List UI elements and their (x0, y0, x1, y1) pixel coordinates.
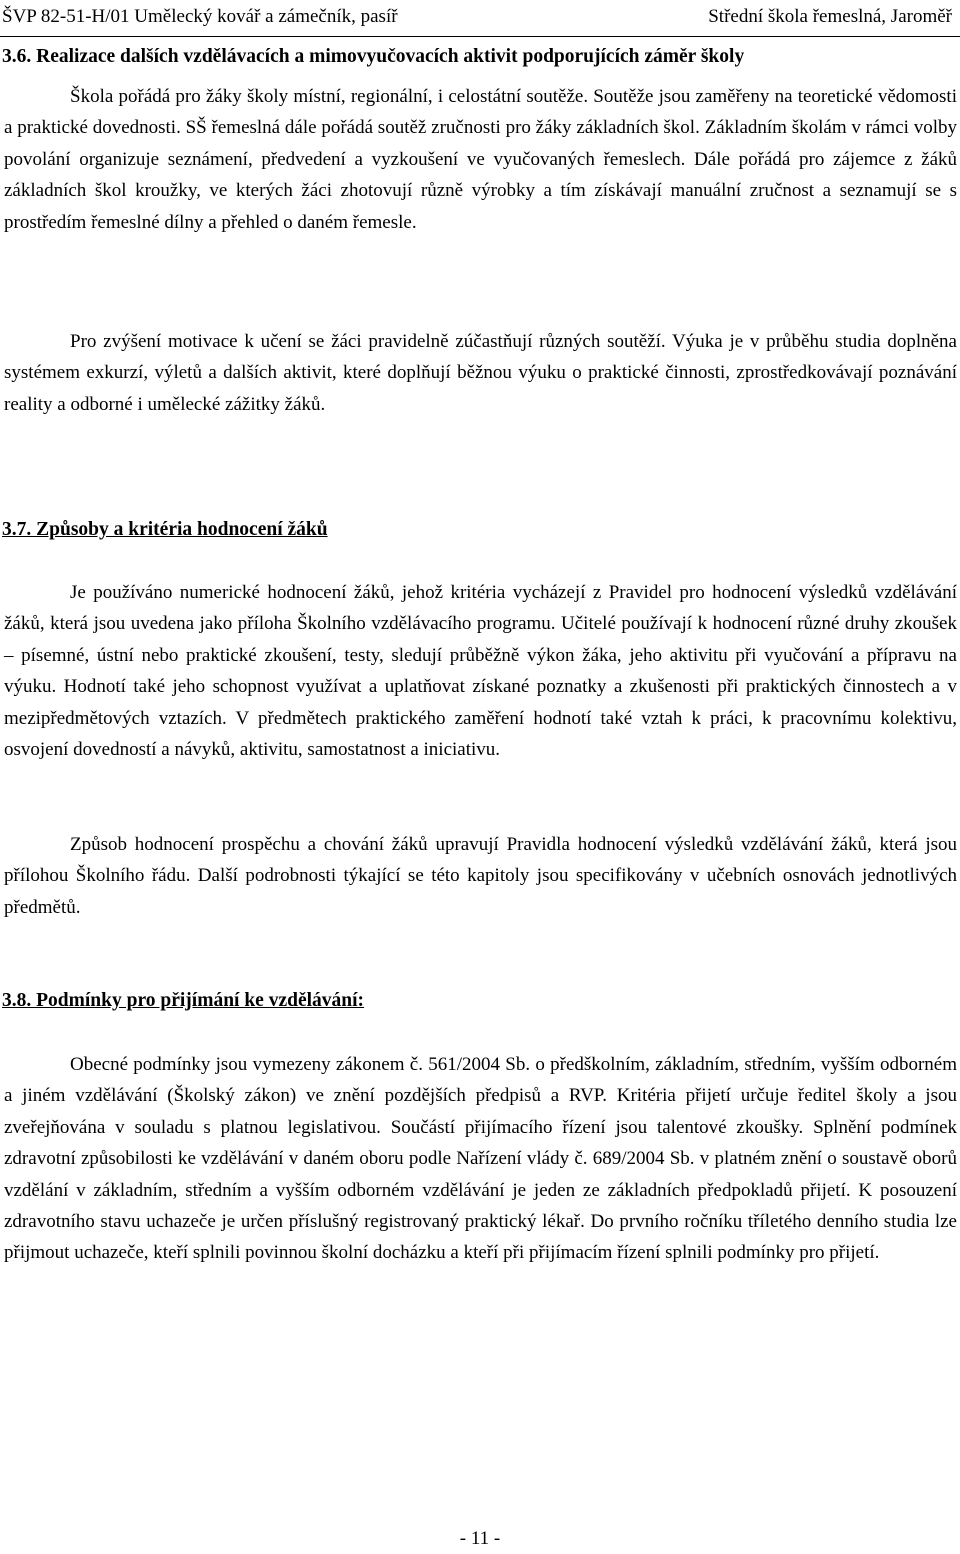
heading-3-6: 3.6. Realizace dalších vzdělávacích a mimovyučovacích aktivit podporujících záměr školy (2, 46, 745, 67)
header-program-title: ŠVP 82-51-H/01 Umělecký kovář a zámečník, pasíř (2, 6, 398, 27)
paragraph-3-6-2: Pro zvýšení motivace k učení se žáci pravidelně zúčastňují různých soutěží. Výuka je v průběhu studia doplněna systémem exkurzí, výletů a dalších aktivit, které doplňují běžnou výuku o praktické činnosti, zprostředkovávají poznávání reality a odborné i umělecké zážitky žáků. (4, 331, 957, 415)
page-number: - 11 - (459, 1528, 501, 1549)
heading-3-7: 3.7. Způsoby a kritéria hodnocení žáků (2, 519, 328, 540)
heading-3-8: 3.8. Podmínky pro přijímání ke vzdělávání: (2, 990, 365, 1011)
paragraph-3-7-1: Je používáno numerické hodnocení žáků, jehož kritéria vycházejí z Pravidel pro hodnocení výsledků vzdělávání žáků, která jsou uvedena jako příloha Školního vzdělávacího programu. Učitelé používají k hodnocení různé druhy zkoušek – písemné, ústní nebo praktické zkoušení, testy, sledují průběžně výkon žáka, jeho aktivitu při vyučování a přípravu na výuku. Hodnotí také jeho schopnost využívat a uplatňovat získané poznatky a zkušenosti při praktických činnostech a v mezipředmětových vztazích. V předmětech praktického zaměření hodnotí také vztah k práci, k pracovnímu kolektivu, osvojení dovedností a návyků, aktivitu, samostatnost a iniciativu. (4, 582, 957, 761)
paragraph-3-8-1: Obecné podmínky jsou vymezeny zákonem č. 561/2004 Sb. o předškolním, základním, středním, vyšším odborném a jiném vzdělávání (Školský zákon) ve znění pozdějších předpisů a RVP. Kritéria přijetí určuje ředitel školy a jsou zveřejňována v souladu s platnou legislativou. Součástí přijímacího řízení jsou talentové zkoušky. Splnění podmínek zdravotní způsobilosti ke vzdělávání v daném oboru podle Nařízení vlády č. 689/2004 Sb. v platném znění o soustavě oborů vzdělání v základním, středním a vyšším odborném vzdělávání je jeden ze základních předpokladů přijetí. K posouzení zdravotního stavu uchazeče je určen příslušný registrovaný praktický lékař. Do prvního ročníku tříletého denního studia lze přijmout uchazeče, kteří splnili povinnou školní docházku a kteří při přijímacím řízení splnili podmínky pro přijetí. (4, 1054, 957, 1264)
page-header (0, 0, 960, 37)
paragraph-3-6-1: Škola pořádá pro žáky školy místní, regionální, i celostátní soutěže. Soutěže jsou zaměřeny na teoretické vědomosti a praktické dovednosti. SŠ řemeslná dále pořádá soutěž zručnosti pro žáky základních škol. Základním školám v rámci volby povolání organizuje seznámení, předvedení a vyzkoušení ve vyučovaných řemeslech. Dále pořádá pro zájemce z žáků základních škol kroužky, ve kterých žáci zhotovují různě výrobky a tím získávají manuální zručnost a seznamují se s prostředím řemeslné dílny a přehled o daném řemesle. (4, 86, 957, 233)
page-footer (0, 1528, 960, 1550)
paragraph-3-7-2: Způsob hodnocení prospěchu a chování žáků upravují Pravidla hodnocení výsledků vzdělávání žáků, která jsou přílohou Školního řádu. Další podrobnosti týkající se této kapitoly jsou specifikovány v učebních osnovách jednotlivých předmětů. (4, 834, 957, 918)
header-school-name: Střední škola řemeslná, Jaroměř (708, 6, 952, 27)
